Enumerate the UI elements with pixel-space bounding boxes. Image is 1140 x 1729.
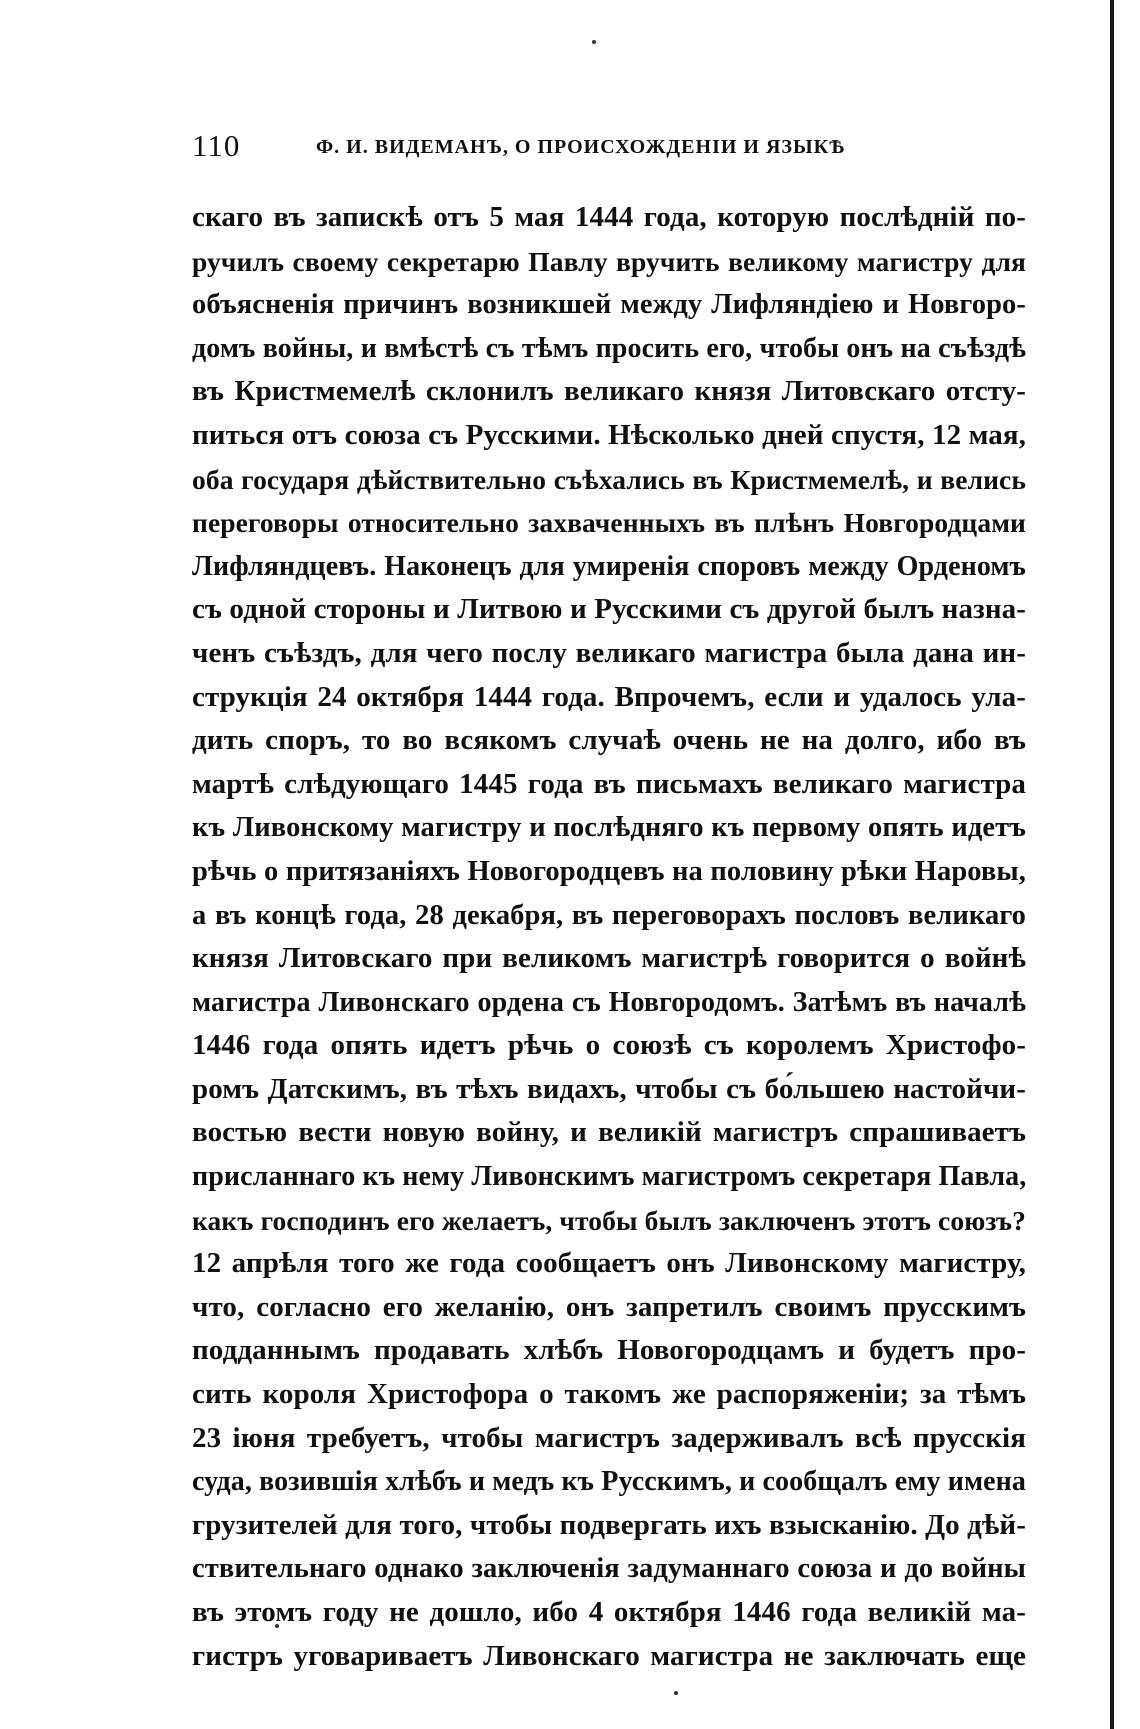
page-number: 110 [192,128,241,163]
text-line: ствительнаго однако заключенія задуманнаго союза и до войны [192,1553,1026,1585]
text-line: ромъ Датскимъ, въ тѣхъ видахъ, чтобы съ бо́льшею настойчи- [192,1072,1026,1105]
text-line: 1446 года опять идетъ рѣчь о союзѣ съ королемъ Христофо- [192,1029,1026,1062]
text-line: магистра Ливонскаго ордена съ Новгородомъ. Затѣмъ въ началѣ [192,986,1026,1018]
text-line: присланнаго къ нему Ливонскимъ магистромъ секретаря Павла, [192,1161,1027,1193]
text-line: къ Ливонскому магистру и послѣдняго къ первому опять идетъ [192,812,1026,844]
text-line: въ этомъ году не дошло, ибо 4 октября 1446 года великій ма- [192,1596,1026,1628]
text-line: мартѣ слѣдующаго 1445 года въ письмахъ великаго магистра [192,767,1026,800]
text-line: съ одной стороны и Литвою и Русскими съ другой былъ назна- [192,593,1026,626]
body-text [192,196,1026,1678]
text-line: какъ господинъ его желаетъ, чтобы былъ заключенъ этотъ союзъ? [192,1204,1026,1236]
text-line: оба государя дѣйствительно съѣхались въ Кристмемелѣ, и велись [192,463,1026,495]
text-line: князя Литовскаго при великомъ магистрѣ говорится о войнѣ [192,942,1026,975]
page-edge-rule [1110,0,1114,1729]
text-line: суда, возившія хлѣбъ и медъ къ Русскимъ, и сообщалъ ему имена [192,1466,1026,1498]
text-line: сить короля Христофора о такомъ же распоряженіи; за тѣмъ [192,1378,1026,1411]
text-line: 23 іюня требуетъ, чтобы магистръ задерживалъ всѣ прусскія [192,1421,1026,1454]
text-line: скаго въ запискѣ отъ 5 мая 1444 года, которую послѣдній по- [192,201,1026,233]
text-line: 12 апрѣля того же года сообщаетъ онъ Ливонскому магистру, [192,1247,1026,1280]
text-line: гистръ уговариваетъ Ливонскаго магистра не заключать еще [192,1639,1026,1672]
text-line: объясненія причинъ возникшей между Лифляндіею и Новгоро- [192,289,1026,321]
running-title: Ф. И. ВИДЕМАНЪ, О ПРОИСХОЖДЕНІИ И ЯЗЫКѢ [316,136,846,158]
text-line: питься отъ союза съ Русскими. Нѣсколько дней спустя, 12 мая, [192,418,1026,451]
text-line: ченъ съѣздъ, для чего послу великаго магистра была дана ин- [192,636,1026,669]
text-line: дить споръ, то во всякомъ случаѣ очень не на долго, ибо въ [192,724,1026,757]
page-header [192,128,1012,168]
text-line: домъ войны, и вмѣстѣ съ тѣмъ просить его, чтобы онъ на съѣздѣ [192,332,1026,364]
text-line: переговоры относительно захваченныхъ въ плѣнъ Новгородцами [192,507,1026,539]
print-speck [674,1691,678,1695]
text-line: востью вести новую войну, и великій магистръ спрашиваетъ [192,1116,1026,1149]
text-line: рѣчь о притязаніяхъ Новогородцевъ на половину рѣки Наровы, [192,855,1026,887]
text-line: въ Кристмемелѣ склонилъ великаго князя Литовскаго отсту- [192,375,1026,408]
print-speck [592,40,596,44]
text-line: что, согласно его желанію, онъ запретилъ своимъ прусскимъ [192,1290,1026,1323]
text-line: подданнымъ продавать хлѣбъ Новогородцамъ и будетъ про- [192,1334,1026,1367]
text-line: а въ концѣ года, 28 декабря, въ переговорахъ пословъ великаго [192,899,1026,931]
text-line: струкція 24 октября 1444 года. Впрочемъ, если и удалось ула- [192,680,1026,713]
text-line: ручилъ своему секретарю Павлу вручить великому магистру для [192,245,1026,277]
text-line: грузителей для того, чтобы подвергать ихъ взысканію. До дѣй- [192,1508,1026,1541]
text-line: Лифляндцевъ. Наконецъ для умиренія споровъ между Орденомъ [192,550,1026,582]
